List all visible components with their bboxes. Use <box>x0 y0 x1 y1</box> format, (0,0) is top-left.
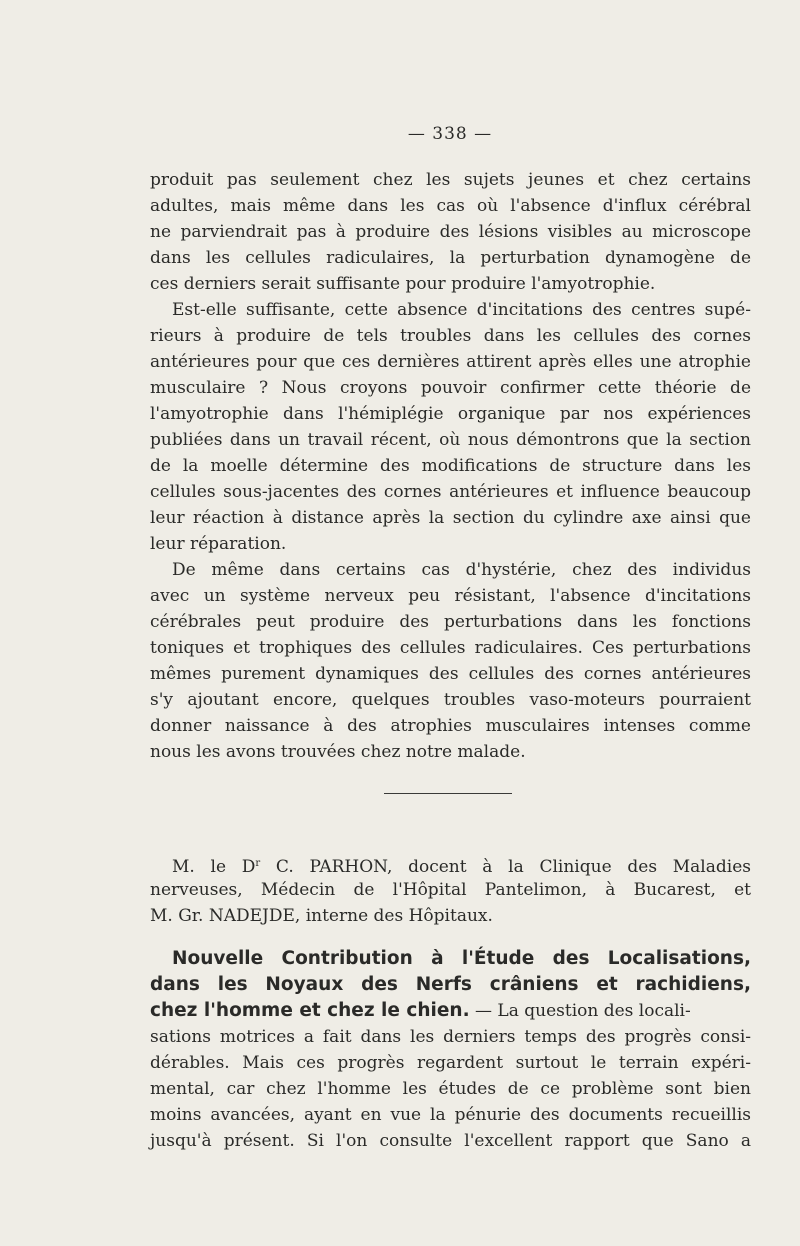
text-line: s'y ajoutant encore, quelques troubles vaso-moteurs pourraient <box>150 690 751 710</box>
section-divider <box>384 793 512 794</box>
text-line: dans les cellules radiculaires, la perturbation dynamogène de <box>150 248 751 268</box>
text-line: dérables. Mais ces progrès regardent surtout le terrain expéri- <box>150 1053 751 1073</box>
text-line: sations motrices a fait dans les derniers temps des progrès consi- <box>150 1027 751 1047</box>
author-line: nerveuses, Médecin de l'Hôpital Pantelimon, à Bucarest, et <box>150 880 751 900</box>
article-title-line <box>150 998 751 1024</box>
author-rest: C. PARHON, docent à la Clinique des Maladies <box>260 857 751 877</box>
author-superscript: r <box>255 858 261 869</box>
article-title-line: Nouvelle Contribution à l'Étude des Localisations, <box>172 948 751 969</box>
text-line: leur réaction à distance après la section du cylindre axe ainsi que <box>150 508 751 528</box>
article-title-end: chez l'homme et chez le chien. <box>150 1000 470 1021</box>
text-line: cérébrales peut produire des perturbations dans les fonctions <box>150 612 751 632</box>
text-line: mêmes purement dynamiques des cellules des cornes antérieures <box>150 664 751 684</box>
text-line: jusqu'à présent. Si l'on consulte l'excellent rapport que Sano a <box>150 1131 751 1151</box>
text-line: de la moelle détermine des modifications de structure dans les <box>150 456 751 476</box>
text-line: nous les avons trouvées chez notre malade. <box>150 742 526 762</box>
page-number: — 338 — <box>407 124 493 144</box>
text-line: Est-elle suffisante, cette absence d'incitations des centres supé- <box>172 300 751 320</box>
text-line: toniques et trophiques des cellules radiculaires. Ces perturbations <box>150 638 751 658</box>
text-line: produit pas seulement chez les sujets jeunes et chez certains <box>150 170 751 190</box>
text-line: leur réparation. <box>150 534 287 554</box>
text-line: cellules sous-jacentes des cornes antérieures et influence beaucoup <box>150 482 751 502</box>
text-line: publiées dans un travail récent, où nous démontrons que la section <box>150 430 751 450</box>
author-prefix: M. le D <box>172 857 256 877</box>
article-title-line: dans les Noyaux des Nerfs crâniens et rachidiens, <box>150 974 751 995</box>
text-line: adultes, mais même dans les cas où l'absence d'influx cérébral <box>150 196 751 216</box>
text-line: rieurs à produire de tels troubles dans les cellules des cornes <box>150 326 751 346</box>
text-line: avec un système nerveux peu résistant, l'absence d'incitations <box>150 586 751 606</box>
text-line: mental, car chez l'homme les études de ce problème sont bien <box>150 1079 751 1099</box>
text-line: musculaire ? Nous croyons pouvoir confirmer cette théorie de <box>150 378 751 398</box>
text-line: ne parviendrait pas à produire des lésions visibles au microscope <box>150 222 751 242</box>
text-line: l'amyotrophie dans l'hémiplégie organique par nos expériences <box>150 404 751 424</box>
text-line: antérieures pour que ces dernières attirent après elles une atrophie <box>150 352 751 372</box>
text-line: donner naissance à des atrophies musculaires intenses comme <box>150 716 751 736</box>
article-intro: — La question des locali- <box>469 1001 691 1021</box>
author-line: M. Gr. NADEJDE, interne des Hôpitaux. <box>150 906 493 926</box>
text-line: De même dans certains cas d'hystérie, chez des individus <box>172 560 751 580</box>
text-line: moins avancées, ayant en vue la pénurie des documents recueillis <box>150 1105 751 1125</box>
text-line: ces derniers serait suffisante pour produire l'amyotrophie. <box>150 274 656 294</box>
author-line <box>172 851 751 880</box>
